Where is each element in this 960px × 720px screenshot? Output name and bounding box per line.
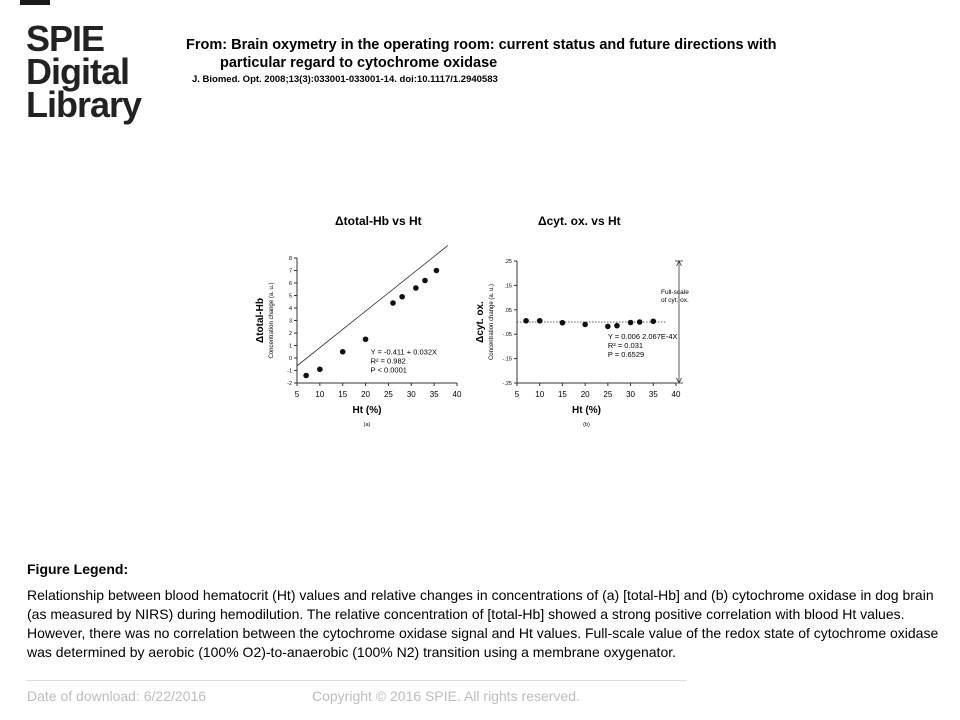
y-axis-sublabel: Concentration change (a. u.) bbox=[489, 283, 495, 361]
y-tick-label: 3 bbox=[288, 318, 292, 325]
x-tick-label: 35 bbox=[429, 390, 439, 399]
stat-annotation: P < 0.0001 bbox=[370, 365, 407, 375]
stat-annotation: Y = -0.411 + 0.032X bbox=[370, 347, 438, 357]
x-tick-label: 30 bbox=[626, 390, 636, 399]
data-point bbox=[523, 318, 529, 324]
logo-line: Digital bbox=[26, 51, 130, 92]
copyright: Copyright © 2016 SPIE. All rights reserved. bbox=[312, 688, 580, 704]
data-point bbox=[537, 318, 543, 324]
logo-line: Library bbox=[26, 84, 142, 125]
data-point bbox=[413, 285, 419, 291]
x-tick-label: 10 bbox=[535, 390, 545, 399]
x-tick-label: 10 bbox=[315, 390, 325, 399]
y-tick-label: 2 bbox=[288, 331, 292, 337]
chart-title: Δcyt. ox. vs Ht bbox=[538, 214, 621, 228]
data-point bbox=[434, 268, 440, 274]
y-tick-label: 7 bbox=[288, 268, 292, 275]
spie-logo bbox=[26, 18, 142, 125]
y-tick-label: 8 bbox=[288, 256, 292, 262]
y-tick-label: -.15 bbox=[502, 356, 512, 363]
data-point bbox=[605, 324, 611, 330]
data-point bbox=[650, 318, 656, 324]
figure-legend-heading: Figure Legend: bbox=[27, 561, 129, 577]
x-tick-label: 40 bbox=[671, 390, 681, 399]
x-tick-label: 35 bbox=[648, 390, 658, 399]
figure-charts bbox=[250, 205, 710, 435]
figure-legend-text: Relationship between blood hematocrit (Ht) values and relative changes in concentrations of (a) [total-Hb] and (b) cytochrome oxidase in dog brain (as measured by NIRS) during hemodilution. The relative concentration of [total-Hb] showed a strong positive correlation with blood Ht values. However, there was no correlation between the cytochrome oxidase signal and Ht values. Full-scale value of the redox state of cytochrome oxidase was determined by aerobic (100% O2)-to-anaerobic (100% N2) transition using a membrane oxygenator. bbox=[27, 587, 939, 660]
stat-annotation: P = 0.6529 bbox=[607, 350, 645, 360]
footer-divider bbox=[27, 680, 687, 681]
x-tick-label: 25 bbox=[383, 390, 393, 399]
logo-line: SPIE bbox=[26, 18, 105, 59]
x-tick-label: 20 bbox=[361, 390, 371, 399]
y-tick-label: 4 bbox=[288, 306, 292, 312]
data-point bbox=[340, 349, 346, 355]
corner-bar bbox=[20, 0, 50, 5]
y-tick-label: 5 bbox=[288, 293, 292, 300]
y-tick-label: 6 bbox=[288, 281, 292, 287]
full-scale-label: of cyt. ox. bbox=[661, 297, 689, 304]
data-point bbox=[303, 373, 309, 379]
data-point bbox=[560, 320, 566, 326]
x-axis-label: Ht (%) bbox=[572, 405, 601, 416]
y-axis-label: Δtotal-Hb bbox=[255, 298, 266, 343]
y-axis-label: Δcyt. ox. bbox=[475, 301, 486, 343]
article-title bbox=[186, 36, 886, 72]
data-point bbox=[317, 366, 323, 372]
y-tick-label: 0 bbox=[288, 356, 292, 362]
title-line-2: particular regard to cytochrome oxidase bbox=[220, 55, 498, 71]
x-tick-label: 5 bbox=[514, 390, 520, 399]
data-point bbox=[422, 278, 428, 284]
y-tick-label: -1 bbox=[287, 368, 292, 375]
data-point bbox=[628, 320, 634, 326]
citation: J. Biomed. Opt. 2008;13(3):033001-033001-14. doi:10.1117/1.2940583 bbox=[192, 74, 498, 85]
y-tick-label: 1 bbox=[288, 343, 292, 350]
data-point bbox=[637, 319, 643, 325]
y-tick-label: -.25 bbox=[502, 381, 512, 387]
x-tick-label: 40 bbox=[452, 390, 462, 399]
panel-label: (b) bbox=[583, 422, 590, 428]
stat-annotation: R² = 0.982 bbox=[370, 356, 406, 366]
stat-annotation: R² = 0.031 bbox=[607, 341, 644, 351]
download-date: Date of download: 6/22/2016 bbox=[27, 688, 207, 704]
data-point bbox=[614, 323, 620, 329]
panel-label: (a) bbox=[363, 422, 371, 428]
x-tick-label: 5 bbox=[294, 390, 300, 399]
data-point bbox=[399, 294, 405, 300]
stat-annotation: Y = 0.006 2.067E-4X bbox=[607, 332, 678, 342]
data-point bbox=[363, 336, 369, 342]
x-tick-label: 15 bbox=[557, 390, 567, 399]
chart-title: Δtotal-Hb vs Ht bbox=[335, 214, 422, 228]
y-tick-label: .05 bbox=[504, 307, 512, 314]
data-point bbox=[582, 322, 588, 328]
y-axis-sublabel: Concentration change (a. u.) bbox=[269, 282, 275, 359]
x-tick-label: 20 bbox=[580, 390, 590, 399]
data-point bbox=[390, 300, 396, 306]
x-axis-label: Ht (%) bbox=[352, 405, 382, 416]
x-tick-label: 15 bbox=[338, 390, 348, 399]
y-tick-label: .15 bbox=[504, 283, 512, 290]
title-line-1: From: Brain oxymetry in the operating room: current status and future directions with bbox=[186, 37, 777, 53]
y-tick-label: -.05 bbox=[502, 332, 512, 339]
x-tick-label: 25 bbox=[603, 390, 613, 399]
x-tick-label: 30 bbox=[406, 390, 416, 399]
y-tick-label: .25 bbox=[504, 259, 512, 265]
y-tick-label: -2 bbox=[287, 381, 292, 387]
full-scale-label: Full-scale bbox=[661, 289, 689, 296]
